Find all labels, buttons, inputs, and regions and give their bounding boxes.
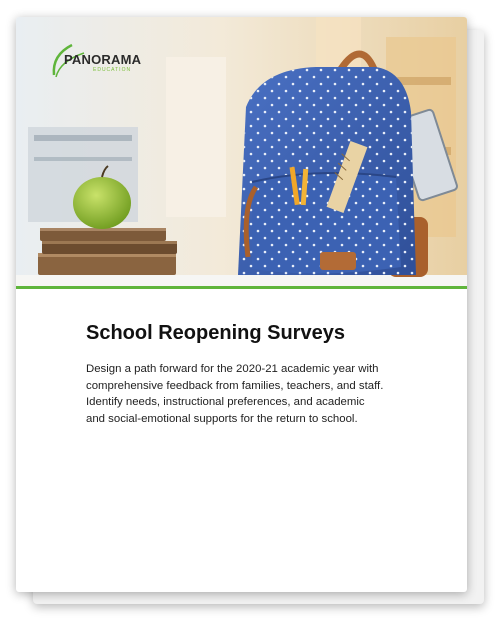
green-divider [16,286,467,289]
document-cover [16,17,467,592]
hero-image [16,17,467,287]
panorama-logo [50,39,170,83]
logo-subtext: EDUCATION [93,67,132,73]
document-title: School Reopening Surveys [86,322,345,344]
document-description: Design a path forward for the 2020-21 academic year with comprehensive feedback from families, teachers, and staff. Identify needs, instructional preferences, and academic and social-emotional supports for the return to school. [86,363,384,425]
logo-wordmark: PANORAMA [64,52,142,67]
